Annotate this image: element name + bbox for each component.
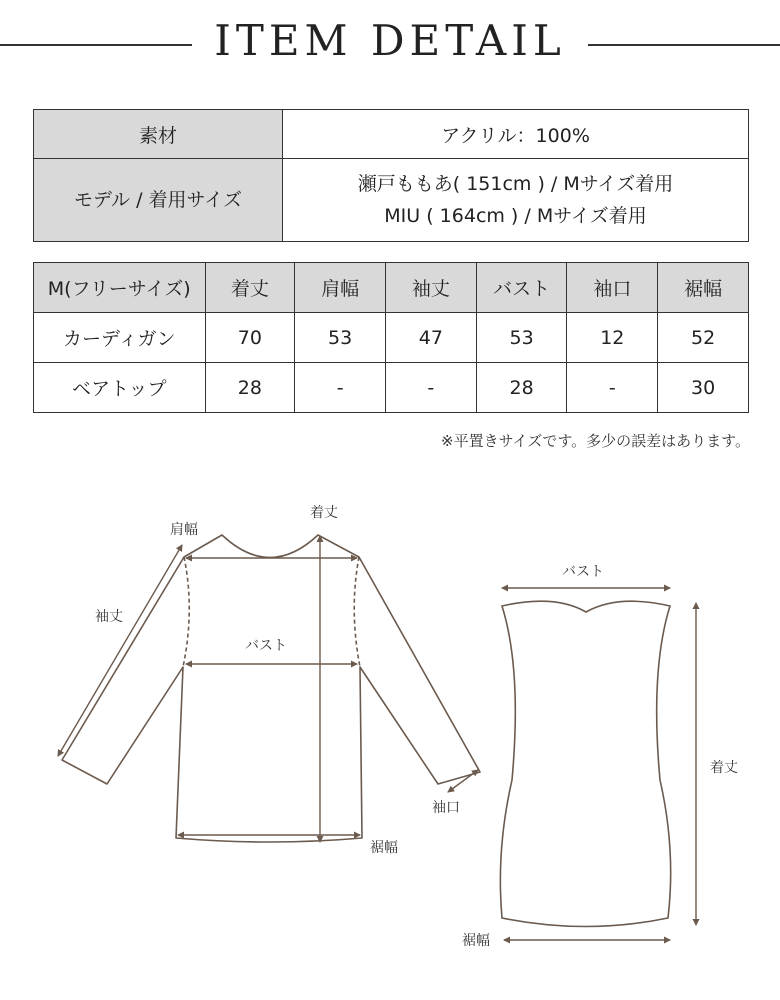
cuff-arrow xyxy=(448,770,478,792)
size-header-cell: バスト xyxy=(476,263,567,313)
bare-top-outline xyxy=(500,601,670,926)
model-row xyxy=(34,159,749,242)
material-label: 素材 xyxy=(34,110,283,159)
cardigan-cuff-label: 袖口 xyxy=(432,800,460,816)
material-value: アクリル：100% xyxy=(283,110,749,159)
size-cell: 70 xyxy=(205,313,295,363)
size-table xyxy=(33,262,749,413)
size-cell: 12 xyxy=(567,313,658,363)
top-hem-label: 裾幅 xyxy=(462,933,490,949)
size-header-cell: 着丈 xyxy=(205,263,295,313)
cardigan-outline xyxy=(62,535,480,842)
size-cell: 47 xyxy=(385,313,476,363)
cardigan-hem-label: 裾幅 xyxy=(370,840,398,856)
header-rule-left xyxy=(0,44,192,46)
size-cell: 28 xyxy=(476,363,567,413)
model-line-2: MIU ( 164cm ) / Mサイズ着用 xyxy=(384,205,647,227)
size-header-cell: 肩幅 xyxy=(295,263,386,313)
measurement-diagram xyxy=(0,480,780,990)
size-cell: 52 xyxy=(658,313,749,363)
model-value xyxy=(283,159,749,242)
size-cell: - xyxy=(385,363,476,413)
material-row xyxy=(34,110,749,159)
cardigan-bust-label: バスト xyxy=(245,638,287,654)
size-cell: カーディガン xyxy=(34,313,206,363)
bare-top-arrows xyxy=(502,588,696,940)
size-cell: ベアトップ xyxy=(34,363,206,413)
size-header-cell: 袖丈 xyxy=(385,263,476,313)
size-cell: 30 xyxy=(658,363,749,413)
cardigan-seam-left xyxy=(183,557,189,667)
cardigan-shoulder-label: 肩幅 xyxy=(170,522,198,538)
section-title: ITEM DETAIL xyxy=(214,16,566,65)
size-header-cell: M(フリーサイズ) xyxy=(34,263,206,313)
model-label: モデル / 着用サイズ xyxy=(34,159,283,242)
cardigan-illustration xyxy=(62,535,480,842)
top-length-label: 着丈 xyxy=(710,760,738,776)
section-header xyxy=(0,12,780,72)
material-table xyxy=(33,109,749,242)
bare-top-illustration xyxy=(500,601,670,926)
size-cell: 53 xyxy=(295,313,386,363)
size-header-cell: 袖口 xyxy=(567,263,658,313)
size-cell: 53 xyxy=(476,313,567,363)
cardigan-length-label: 着丈 xyxy=(310,505,338,521)
top-bust-label: バスト xyxy=(562,564,604,580)
measurement-note: ※平置きサイズです。多少の誤差はあります。 xyxy=(441,432,750,450)
model-line-1: 瀬戸ももあ( 151cm ) / Mサイズ着用 xyxy=(357,173,674,195)
cardigan-arrows xyxy=(58,536,478,842)
header-rule-right xyxy=(588,44,780,46)
size-cell: - xyxy=(295,363,386,413)
size-header-row xyxy=(34,263,749,313)
table-row xyxy=(34,313,749,363)
cardigan-seam-right xyxy=(354,557,360,667)
cardigan-sleeve-label: 袖丈 xyxy=(95,609,123,625)
size-cell: 28 xyxy=(205,363,295,413)
size-header-cell: 裾幅 xyxy=(658,263,749,313)
table-row xyxy=(34,363,749,413)
sleeve-arrow xyxy=(58,545,182,756)
size-cell: - xyxy=(567,363,658,413)
